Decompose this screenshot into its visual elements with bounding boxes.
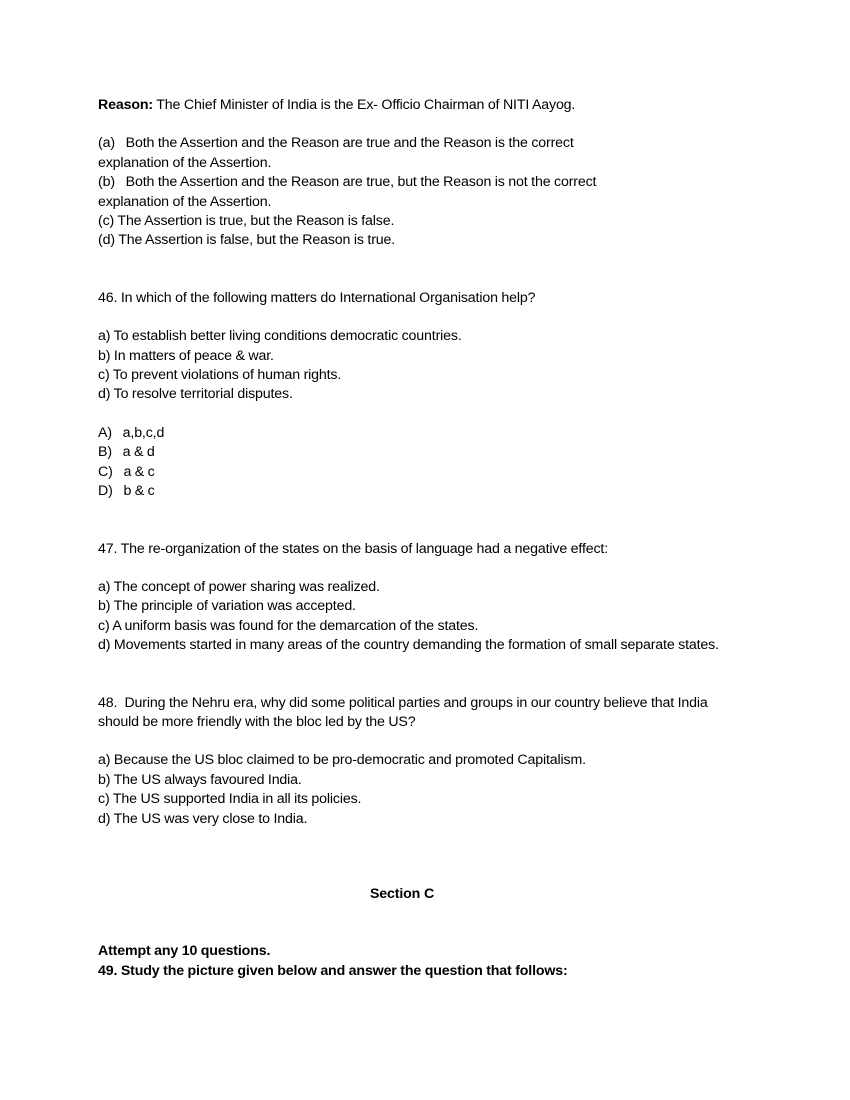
section-c-instruction: Attempt any 10 questions. [98,943,271,960]
question-48-option-d: d) The US was very close to India. [98,810,308,827]
question-47-option-c: c) A uniform basis was found for the demarcation of the states. [98,617,479,634]
spacer [98,405,738,424]
assertion-option-a-line2: explanation of the Assertion. [98,154,272,171]
spacer [98,829,738,885]
question-48-option-b: b) The US always favoured India. [98,771,302,788]
assertion-option-c: (c) The Assertion is true, but the Reason is false. [98,213,395,230]
spacer [98,656,738,694]
question-46-choice-A: A) a,b,c,d [98,424,165,441]
question-46-statement-c: c) To prevent violations of human rights. [98,367,342,384]
reason-text: The Chief Minister of India is the Ex- Officio Chairman of NITI Aayog. [152,97,576,113]
question-46-statement-d: d) To resolve territorial disputes. [98,386,293,403]
spacer [98,251,738,289]
spacer [98,904,738,942]
question-48-stem: 48. During the Nehru era, why did some political parties and groups in our country believe that India should be more friendly with the bloc led by the US? [98,694,712,730]
question-46-statement-b: b) In matters of peace & war. [98,347,274,364]
page-content [98,96,738,981]
question-47-option-b: b) The principle of variation was accepted. [98,598,356,615]
spacer [98,732,738,751]
reason-paragraph [98,96,738,115]
question-46-statement-a: a) To establish better living conditions democratic countries. [98,328,462,345]
assertion-option-a-line1: (a) Both the Assertion and the Reason are true and the Reason is the correct [98,135,574,152]
question-46-choice-B: B) a & d [98,444,155,461]
question-47-option-a: a) The concept of power sharing was realized. [98,578,380,595]
spacer [98,115,738,134]
spacer [98,559,738,578]
question-47-option-d: d) Movements started in many areas of the country demanding the formation of small separate states. [98,637,719,654]
section-c-heading: Section C [369,885,435,902]
spacer [98,502,738,540]
question-46-choice-C: C) a & c [98,463,155,480]
question-46-stem: 46. In which of the following matters do International Organisation help? [98,289,536,306]
question-46-choice-D: D) b & c [98,483,155,500]
assertion-option-b-line1: (b) Both the Assertion and the Reason are true, but the Reason is not the correct [98,174,597,191]
assertion-option-d: (d) The Assertion is false, but the Reason is true. [98,232,396,249]
spacer [98,308,738,327]
question-48-option-a: a) Because the US bloc claimed to be pro-democratic and promoted Capitalism. [98,752,586,769]
question-47-stem: 47. The re-organization of the states on the basis of language had a negative effect: [98,540,609,557]
assertion-option-b-line2: explanation of the Assertion. [98,193,272,210]
reason-label: Reason: [98,97,153,113]
question-48-option-c: c) The US supported India in all its policies. [98,791,362,808]
question-49-stem: 49. Study the picture given below and answer the question that follows: [98,962,568,979]
